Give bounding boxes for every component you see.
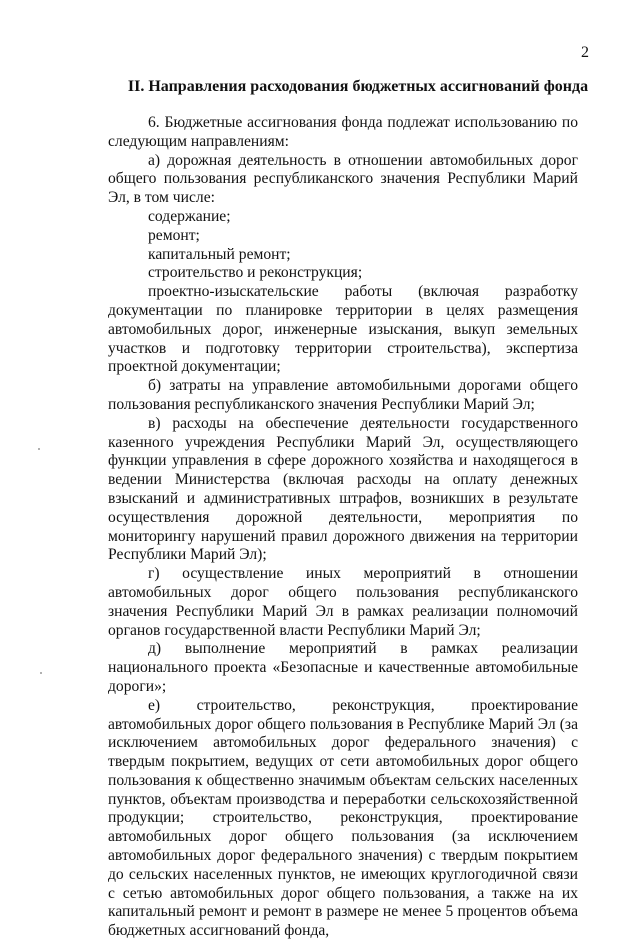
document-body (108, 114, 578, 941)
paragraph-e: е) строительство, реконструкция, проектирование автомобильных дорог общего пользования в Республике Марий Эл (за исключением автомобильных дорог федерального значения) с твердым покрытием, ведущих от сети автомобильных дорог общего пользования к общественно значимым объектам сельских населенных пунктов, объектам производства и переработки сельскохозяйственной продукции; строительство, реконструкция, проектирование автомобильных дорог общего пользования (за исключением автомобильных дорог федерального значения) с твердым покрытием до сельских населенных пунктов, не имеющих круглогодичной связи с сетью автомобильных дорог общего пользования, а также на их капитальный ремонт и ремонт в размере не менее 5 процентов объема бюджетных ассигнований фонда, (108, 696, 578, 940)
page-number: 2 (581, 44, 589, 61)
list-item-construction: строительство и реконструкция; (148, 264, 363, 282)
list-item-design-survey: проектно-изыскательские работы (включая разработку документации по планировке территории в целях размещения автомобильных дорог, инженерные изыскания, выкуп земельных участков и подготовку территории строительства), экспертиза проектной документации; (108, 283, 578, 376)
paragraph-g: г) осуществление иных мероприятий в отношении автомобильных дорог общего пользования республиканского значения Республики Марий Эл в рамках реализации полномочий органов государственной власти Республики Марий Эл; (108, 565, 578, 639)
paragraph-d: д) выполнение мероприятий в рамках реализации национального проекта «Безопасные и качественные автомобильные дороги»; (108, 640, 578, 695)
paragraph-6: 6. Бюджетные ассигнования фонда подлежат использованию по следующим направлениям: (108, 114, 578, 150)
paragraph-v: в) расходы на обеспечение деятельности государственного казенного учреждения Республики Марий Эл, осуществляющего функции управления в сфере дорожного хозяйства и находящегося в ведении Министерства (включая расходы на оплату денежных взысканий и административных штрафов, возникших в результате осуществления дорожной деятельности, мероприятия по мониторингу нарушений правил дорожного движения на территории Республики Марий Эл); (108, 414, 578, 564)
list-item-maintenance: содержание; (148, 207, 231, 225)
scan-speck (40, 672, 42, 674)
paragraph-b: б) затраты на управление автомобильными дорогами общего пользования республиканского значения Республики Марий Эл; (108, 377, 578, 413)
paragraph-a: а) дорожная деятельность в отношении автомобильных дорог общего пользования республиканского значения Республики Марий Эл, в том числе: (108, 151, 578, 207)
scan-speck (38, 448, 40, 450)
section-title: II. Направления расходования бюджетных ассигнований фонда (127, 78, 589, 95)
list-item-repair: ремонт; (148, 226, 200, 244)
list-item-capital-repair: капитальный ремонт; (148, 245, 291, 263)
